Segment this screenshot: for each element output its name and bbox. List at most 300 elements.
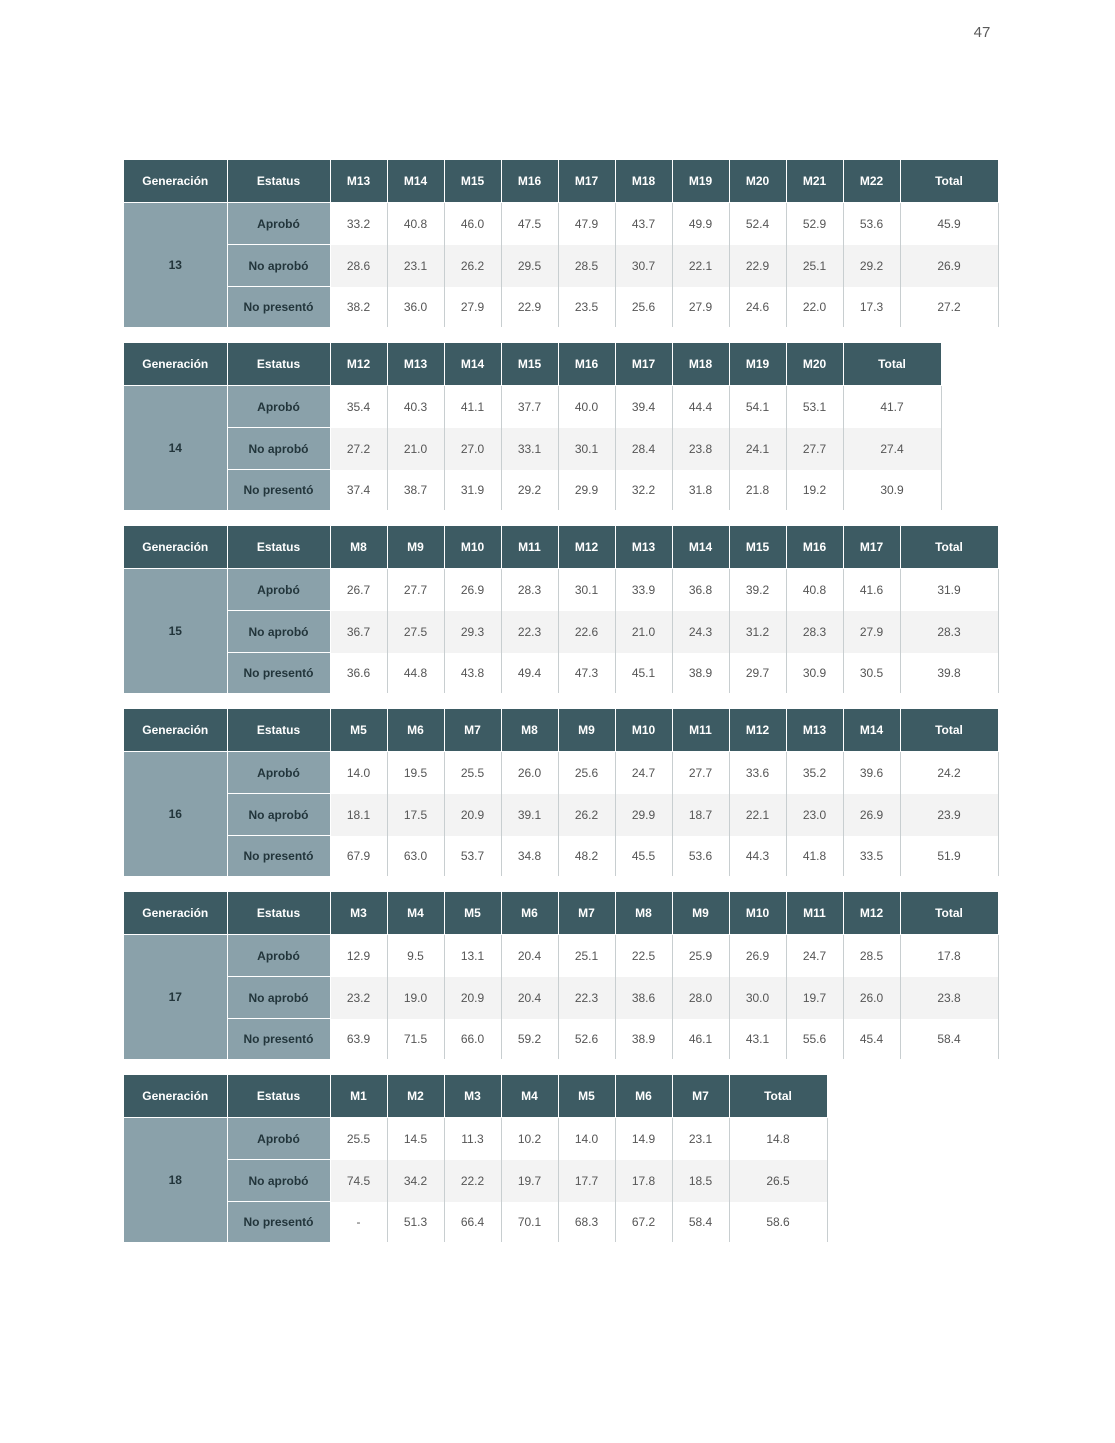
header-row — [124, 709, 998, 752]
value-cell: 19.5 — [387, 752, 444, 794]
total-header: Total — [900, 892, 998, 935]
value-cell: 24.7 — [615, 752, 672, 794]
value-cell: 22.3 — [558, 977, 615, 1019]
module-header: M3 — [444, 1075, 501, 1118]
value-cell: 40.0 — [558, 386, 615, 428]
value-cell: 39.6 — [843, 752, 900, 794]
table-row — [124, 653, 998, 694]
status-header: Estatus — [227, 160, 330, 203]
value-cell: 38.2 — [330, 287, 387, 328]
value-cell: 29.3 — [444, 611, 501, 653]
value-cell: 23.1 — [672, 1118, 729, 1160]
value-cell: 66.0 — [444, 1019, 501, 1060]
value-cell: 52.9 — [786, 203, 843, 245]
status-cell: No aprobó — [227, 611, 330, 653]
value-cell: 20.9 — [444, 794, 501, 836]
value-cell: 24.7 — [786, 935, 843, 977]
table-row — [124, 386, 941, 428]
module-header: M9 — [558, 709, 615, 752]
value-cell: 28.4 — [615, 428, 672, 470]
status-cell: No aprobó — [227, 1160, 330, 1202]
value-cell: 43.7 — [615, 203, 672, 245]
value-cell: - — [330, 1202, 387, 1243]
status-cell: Aprobó — [227, 935, 330, 977]
status-header: Estatus — [227, 526, 330, 569]
table-row — [124, 752, 998, 794]
value-cell: 25.5 — [444, 752, 501, 794]
value-cell: 25.1 — [558, 935, 615, 977]
value-cell: 53.1 — [786, 386, 843, 428]
value-cell: 25.5 — [330, 1118, 387, 1160]
value-cell: 29.9 — [558, 470, 615, 511]
value-cell: 26.2 — [444, 245, 501, 287]
value-cell: 31.9 — [900, 569, 998, 611]
value-cell: 26.2 — [558, 794, 615, 836]
tables-container — [124, 160, 999, 1258]
value-cell: 27.7 — [672, 752, 729, 794]
generation-table — [124, 709, 999, 876]
value-cell: 17.5 — [387, 794, 444, 836]
status-cell: No aprobó — [227, 977, 330, 1019]
value-cell: 30.5 — [843, 653, 900, 694]
module-header: M12 — [729, 709, 786, 752]
header-row — [124, 1075, 827, 1118]
value-cell: 21.8 — [729, 470, 786, 511]
value-cell: 41.8 — [786, 836, 843, 877]
value-cell: 67.9 — [330, 836, 387, 877]
table-row — [124, 470, 941, 511]
value-cell: 20.4 — [501, 935, 558, 977]
table-row — [124, 977, 998, 1019]
value-cell: 21.0 — [387, 428, 444, 470]
value-cell: 30.1 — [558, 569, 615, 611]
generation-cell: 13 — [124, 203, 227, 328]
value-cell: 53.6 — [843, 203, 900, 245]
value-cell: 14.0 — [330, 752, 387, 794]
generation-cell: 14 — [124, 386, 227, 511]
value-cell: 22.0 — [786, 287, 843, 328]
value-cell: 27.9 — [843, 611, 900, 653]
table-row — [124, 935, 998, 977]
module-header: M6 — [501, 892, 558, 935]
value-cell: 34.2 — [387, 1160, 444, 1202]
value-cell: 70.1 — [501, 1202, 558, 1243]
module-header: M10 — [729, 892, 786, 935]
value-cell: 31.8 — [672, 470, 729, 511]
value-cell: 30.1 — [558, 428, 615, 470]
value-cell: 33.5 — [843, 836, 900, 877]
module-header: M17 — [558, 160, 615, 203]
header-row — [124, 526, 998, 569]
value-cell: 33.9 — [615, 569, 672, 611]
value-cell: 23.8 — [672, 428, 729, 470]
value-cell: 36.0 — [387, 287, 444, 328]
table-row — [124, 1019, 998, 1060]
status-cell: Aprobó — [227, 752, 330, 794]
total-header: Total — [843, 343, 941, 386]
value-cell: 40.8 — [387, 203, 444, 245]
value-cell: 10.2 — [501, 1118, 558, 1160]
value-cell: 26.9 — [729, 935, 786, 977]
total-header: Total — [729, 1075, 827, 1118]
status-cell: No presentó — [227, 836, 330, 877]
generation-header: Generación — [124, 709, 227, 752]
value-cell: 35.2 — [786, 752, 843, 794]
value-cell: 52.6 — [558, 1019, 615, 1060]
value-cell: 30.7 — [615, 245, 672, 287]
value-cell: 26.9 — [900, 245, 998, 287]
value-cell: 22.9 — [501, 287, 558, 328]
generation-table — [124, 1075, 828, 1242]
header-row — [124, 343, 941, 386]
module-header: M13 — [387, 343, 444, 386]
value-cell: 33.6 — [729, 752, 786, 794]
value-cell: 38.6 — [615, 977, 672, 1019]
value-cell: 23.9 — [900, 794, 998, 836]
value-cell: 45.9 — [900, 203, 998, 245]
value-cell: 45.5 — [615, 836, 672, 877]
module-header: M9 — [387, 526, 444, 569]
generation-header: Generación — [124, 526, 227, 569]
module-header: M13 — [786, 709, 843, 752]
value-cell: 67.2 — [615, 1202, 672, 1243]
module-header: M1 — [330, 1075, 387, 1118]
value-cell: 34.8 — [501, 836, 558, 877]
value-cell: 54.1 — [729, 386, 786, 428]
total-header: Total — [900, 160, 998, 203]
value-cell: 27.4 — [843, 428, 941, 470]
table-row — [124, 611, 998, 653]
value-cell: 47.3 — [558, 653, 615, 694]
value-cell: 18.7 — [672, 794, 729, 836]
value-cell: 19.7 — [501, 1160, 558, 1202]
value-cell: 39.4 — [615, 386, 672, 428]
module-header: M15 — [729, 526, 786, 569]
value-cell: 43.8 — [444, 653, 501, 694]
value-cell: 41.7 — [843, 386, 941, 428]
module-header: M8 — [330, 526, 387, 569]
value-cell: 44.3 — [729, 836, 786, 877]
module-header: M5 — [444, 892, 501, 935]
value-cell: 30.9 — [843, 470, 941, 511]
value-cell: 30.0 — [729, 977, 786, 1019]
value-cell: 37.7 — [501, 386, 558, 428]
value-cell: 23.1 — [387, 245, 444, 287]
module-header: M8 — [615, 892, 672, 935]
value-cell: 49.9 — [672, 203, 729, 245]
status-cell: No aprobó — [227, 428, 330, 470]
value-cell: 37.4 — [330, 470, 387, 511]
table-row — [124, 1202, 827, 1243]
value-cell: 51.9 — [900, 836, 998, 877]
table-row — [124, 1118, 827, 1160]
value-cell: 26.9 — [843, 794, 900, 836]
value-cell: 55.6 — [786, 1019, 843, 1060]
status-cell: No presentó — [227, 653, 330, 694]
value-cell: 17.7 — [558, 1160, 615, 1202]
value-cell: 12.9 — [330, 935, 387, 977]
module-header: M3 — [330, 892, 387, 935]
module-header: M5 — [330, 709, 387, 752]
value-cell: 14.0 — [558, 1118, 615, 1160]
value-cell: 33.2 — [330, 203, 387, 245]
value-cell: 63.0 — [387, 836, 444, 877]
module-header: M17 — [843, 526, 900, 569]
value-cell: 31.9 — [444, 470, 501, 511]
value-cell: 74.5 — [330, 1160, 387, 1202]
value-cell: 17.8 — [900, 935, 998, 977]
generation-cell: 17 — [124, 935, 227, 1060]
value-cell: 13.1 — [444, 935, 501, 977]
generation-header: Generación — [124, 160, 227, 203]
value-cell: 36.8 — [672, 569, 729, 611]
value-cell: 29.7 — [729, 653, 786, 694]
module-header: M4 — [501, 1075, 558, 1118]
table-row — [124, 569, 998, 611]
module-header: M19 — [672, 160, 729, 203]
status-cell: No presentó — [227, 470, 330, 511]
value-cell: 26.9 — [444, 569, 501, 611]
value-cell: 28.5 — [558, 245, 615, 287]
value-cell: 32.2 — [615, 470, 672, 511]
value-cell: 19.7 — [786, 977, 843, 1019]
value-cell: 27.7 — [387, 569, 444, 611]
value-cell: 23.8 — [900, 977, 998, 1019]
table-row — [124, 428, 941, 470]
value-cell: 20.4 — [501, 977, 558, 1019]
table-row — [124, 245, 998, 287]
module-header: M12 — [330, 343, 387, 386]
module-header: M11 — [501, 526, 558, 569]
value-cell: 45.1 — [615, 653, 672, 694]
generation-table — [124, 160, 999, 327]
value-cell: 38.7 — [387, 470, 444, 511]
value-cell: 19.0 — [387, 977, 444, 1019]
value-cell: 26.7 — [330, 569, 387, 611]
module-header: M16 — [558, 343, 615, 386]
value-cell: 40.3 — [387, 386, 444, 428]
module-header: M15 — [501, 343, 558, 386]
module-header: M15 — [444, 160, 501, 203]
value-cell: 53.7 — [444, 836, 501, 877]
value-cell: 28.0 — [672, 977, 729, 1019]
module-header: M16 — [501, 160, 558, 203]
table-row — [124, 287, 998, 328]
module-header: M7 — [558, 892, 615, 935]
status-cell: No aprobó — [227, 794, 330, 836]
module-header: M10 — [615, 709, 672, 752]
generation-header: Generación — [124, 343, 227, 386]
value-cell: 23.5 — [558, 287, 615, 328]
value-cell: 18.5 — [672, 1160, 729, 1202]
value-cell: 27.9 — [444, 287, 501, 328]
value-cell: 30.9 — [786, 653, 843, 694]
value-cell: 35.4 — [330, 386, 387, 428]
value-cell: 21.0 — [615, 611, 672, 653]
status-cell: Aprobó — [227, 203, 330, 245]
value-cell: 27.0 — [444, 428, 501, 470]
module-header: M8 — [501, 709, 558, 752]
header-row — [124, 160, 998, 203]
value-cell: 9.5 — [387, 935, 444, 977]
value-cell: 19.2 — [786, 470, 843, 511]
module-header: M11 — [672, 709, 729, 752]
value-cell: 22.2 — [444, 1160, 501, 1202]
status-cell: Aprobó — [227, 569, 330, 611]
module-header: M7 — [444, 709, 501, 752]
value-cell: 24.1 — [729, 428, 786, 470]
value-cell: 26.0 — [843, 977, 900, 1019]
value-cell: 27.5 — [387, 611, 444, 653]
value-cell: 28.3 — [900, 611, 998, 653]
value-cell: 28.3 — [786, 611, 843, 653]
value-cell: 33.1 — [501, 428, 558, 470]
value-cell: 44.8 — [387, 653, 444, 694]
value-cell: 29.5 — [501, 245, 558, 287]
value-cell: 47.5 — [501, 203, 558, 245]
module-header: M21 — [786, 160, 843, 203]
value-cell: 47.9 — [558, 203, 615, 245]
value-cell: 58.4 — [672, 1202, 729, 1243]
module-header: M6 — [387, 709, 444, 752]
value-cell: 26.0 — [501, 752, 558, 794]
value-cell: 36.7 — [330, 611, 387, 653]
value-cell: 38.9 — [672, 653, 729, 694]
value-cell: 25.6 — [615, 287, 672, 328]
value-cell: 39.8 — [900, 653, 998, 694]
module-header: M18 — [615, 160, 672, 203]
module-header: M11 — [786, 892, 843, 935]
value-cell: 59.2 — [501, 1019, 558, 1060]
value-cell: 25.1 — [786, 245, 843, 287]
status-cell: No presentó — [227, 1019, 330, 1060]
module-header: M14 — [843, 709, 900, 752]
value-cell: 53.6 — [672, 836, 729, 877]
value-cell: 46.1 — [672, 1019, 729, 1060]
module-header: M12 — [558, 526, 615, 569]
value-cell: 68.3 — [558, 1202, 615, 1243]
value-cell: 14.5 — [387, 1118, 444, 1160]
value-cell: 23.2 — [330, 977, 387, 1019]
value-cell: 29.2 — [843, 245, 900, 287]
value-cell: 52.4 — [729, 203, 786, 245]
module-header: M20 — [729, 160, 786, 203]
module-header: M6 — [615, 1075, 672, 1118]
value-cell: 31.2 — [729, 611, 786, 653]
table-row — [124, 836, 998, 877]
value-cell: 28.3 — [501, 569, 558, 611]
value-cell: 22.3 — [501, 611, 558, 653]
value-cell: 14.9 — [615, 1118, 672, 1160]
module-header: M4 — [387, 892, 444, 935]
module-header: M18 — [672, 343, 729, 386]
value-cell: 22.9 — [729, 245, 786, 287]
value-cell: 58.6 — [729, 1202, 827, 1243]
value-cell: 22.6 — [558, 611, 615, 653]
generation-header: Generación — [124, 892, 227, 935]
module-header: M20 — [786, 343, 843, 386]
module-header: M16 — [786, 526, 843, 569]
generation-table — [124, 343, 942, 510]
module-header: M9 — [672, 892, 729, 935]
value-cell: 41.6 — [843, 569, 900, 611]
value-cell: 29.2 — [501, 470, 558, 511]
value-cell: 17.8 — [615, 1160, 672, 1202]
value-cell: 22.1 — [672, 245, 729, 287]
table-row — [124, 794, 998, 836]
module-header: M13 — [330, 160, 387, 203]
value-cell: 26.5 — [729, 1160, 827, 1202]
value-cell: 27.2 — [900, 287, 998, 328]
value-cell: 22.1 — [729, 794, 786, 836]
page-number: 47 — [973, 24, 991, 41]
value-cell: 71.5 — [387, 1019, 444, 1060]
status-cell: No presentó — [227, 287, 330, 328]
value-cell: 36.6 — [330, 653, 387, 694]
generation-cell: 15 — [124, 569, 227, 694]
value-cell: 24.6 — [729, 287, 786, 328]
generation-table — [124, 892, 999, 1059]
value-cell: 27.7 — [786, 428, 843, 470]
value-cell: 27.2 — [330, 428, 387, 470]
status-header: Estatus — [227, 709, 330, 752]
table-row — [124, 203, 998, 245]
module-header: M13 — [615, 526, 672, 569]
value-cell: 39.1 — [501, 794, 558, 836]
status-header: Estatus — [227, 343, 330, 386]
value-cell: 17.3 — [843, 287, 900, 328]
status-cell: No aprobó — [227, 245, 330, 287]
value-cell: 38.9 — [615, 1019, 672, 1060]
value-cell: 14.8 — [729, 1118, 827, 1160]
status-header: Estatus — [227, 892, 330, 935]
value-cell: 66.4 — [444, 1202, 501, 1243]
module-header: M5 — [558, 1075, 615, 1118]
status-cell: Aprobó — [227, 386, 330, 428]
module-header: M14 — [672, 526, 729, 569]
total-header: Total — [900, 526, 998, 569]
value-cell: 24.3 — [672, 611, 729, 653]
value-cell: 25.6 — [558, 752, 615, 794]
value-cell: 27.9 — [672, 287, 729, 328]
module-header: M12 — [843, 892, 900, 935]
value-cell: 44.4 — [672, 386, 729, 428]
value-cell: 43.1 — [729, 1019, 786, 1060]
module-header: M7 — [672, 1075, 729, 1118]
value-cell: 11.3 — [444, 1118, 501, 1160]
generation-table — [124, 526, 999, 693]
value-cell: 39.2 — [729, 569, 786, 611]
value-cell: 58.4 — [900, 1019, 998, 1060]
value-cell: 23.0 — [786, 794, 843, 836]
value-cell: 20.9 — [444, 977, 501, 1019]
table-row — [124, 1160, 827, 1202]
value-cell: 22.5 — [615, 935, 672, 977]
value-cell: 29.9 — [615, 794, 672, 836]
value-cell: 51.3 — [387, 1202, 444, 1243]
value-cell: 18.1 — [330, 794, 387, 836]
value-cell: 45.4 — [843, 1019, 900, 1060]
status-header: Estatus — [227, 1075, 330, 1118]
generation-cell: 18 — [124, 1118, 227, 1243]
module-header: M19 — [729, 343, 786, 386]
module-header: M17 — [615, 343, 672, 386]
module-header: M10 — [444, 526, 501, 569]
generation-header: Generación — [124, 1075, 227, 1118]
value-cell: 28.5 — [843, 935, 900, 977]
value-cell: 46.0 — [444, 203, 501, 245]
status-cell: No presentó — [227, 1202, 330, 1243]
